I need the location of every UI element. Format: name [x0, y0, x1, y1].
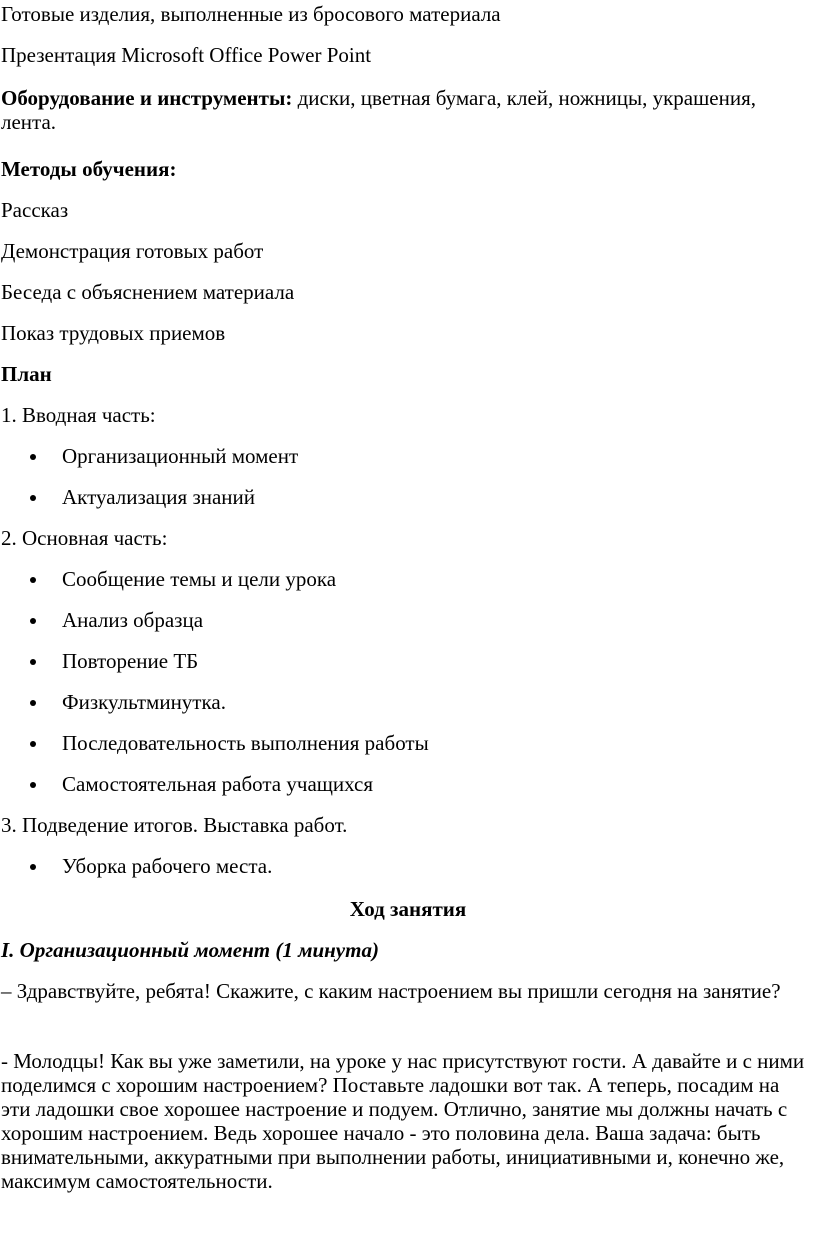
equipment-text: диски, цветная бумага, клей, ножницы, украшения, лента.: [1, 86, 756, 134]
plan-part-1: 1. Вводная часть:: [1, 403, 156, 427]
bullet-icon: [30, 577, 36, 583]
plan-heading: План: [1, 362, 52, 386]
plan-part-2: 2. Основная часть:: [1, 526, 168, 550]
method-item: Демонстрация готовых работ: [1, 239, 264, 263]
equipment-label: Оборудование и инструменты:: [1, 86, 293, 110]
section-heading: I. Организационный момент (1 минута): [1, 938, 379, 962]
bullet-icon: [30, 618, 36, 624]
method-item: Рассказ: [1, 198, 69, 222]
method-item: Показ трудовых приемов: [1, 321, 226, 345]
bullet-icon: [30, 864, 36, 870]
bullet-icon: [30, 741, 36, 747]
presentation-line: Презентация Microsoft Office Power Point: [1, 43, 372, 67]
bullet-icon: [30, 454, 36, 460]
bullet-icon: [30, 659, 36, 665]
topic-line: Готовые изделия, выполненные из бросового материала: [1, 2, 501, 26]
document-page: Готовые изделия, выполненные из бросового материала Презентация Microsoft Office Power Point Оборудование и инструменты: диски, цветная бумага, клей, ножницы, украшения, лента. Методы обучения: Рассказ Демонстрация готовых работ Беседа с объяснением материала Показ трудовых приемов План 1. Вводная часть: Организационный момент Актуализация знаний 2. Основная часть: Сообщение темы и цели урока Анализ образца Повторение ТБ Физкультминутка. Последовательность выполнения работы Самостоятельная работа учащихся 3. Подведение итогов. Выставка работ. Уборка рабочего места. Ход занятия I. Организационный момент (1 минута) – Здравствуйте, ребята! Скажите, с каким настроением вы пришли сегодня на занятие? - Молодцы! Как вы уже заметили, на уроке у нас присутствуют гости. А давайте и с ними поделимся с хорошим настроением? Поставьте ладошки вот так. А теперь, посадим на эти ладошки свое хорошее настроение и подуем. Отлично, занятие мы должны начать с хорошим настроением. Ведь хорошее начало - это половина дела. Ваша задача: быть внимательными, аккуратными при выполнении работы, инициативными и, конечно же, максимум самостоятельности.: [0, 0, 816, 1256]
method-item: Беседа с объяснением материала: [1, 280, 295, 304]
bullet-icon: [30, 700, 36, 706]
paragraph-mood: - Молодцы! Как вы уже заметили, на уроке у нас присутствуют гости. А давайте и с ними поделимся с хорошим настроением? Поставьте ладошки вот так. А теперь, посадим на эти ладошки свое хорошее настроение и подуем. Отлично, занятие мы должны начать с хорошим настроением. Ведь хорошее начало - это половина дела. Ваша задача: быть внимательными, аккуратными при выполнении работы, инициативными и, конечно же, максимум самостоятельности.: [1, 1049, 805, 1193]
plan-part-3: 3. Подведение итогов. Выставка работ.: [1, 813, 348, 837]
equipment-paragraph: [1, 86, 791, 134]
bullet-icon: [30, 782, 36, 788]
bullet-icon: [30, 495, 36, 501]
lesson-heading: Ход занятия: [349, 897, 467, 921]
paragraph-greeting: – Здравствуйте, ребята! Скажите, с каким настроением вы пришли сегодня на занятие?: [1, 979, 781, 1003]
methods-heading: Методы обучения:: [1, 157, 177, 181]
